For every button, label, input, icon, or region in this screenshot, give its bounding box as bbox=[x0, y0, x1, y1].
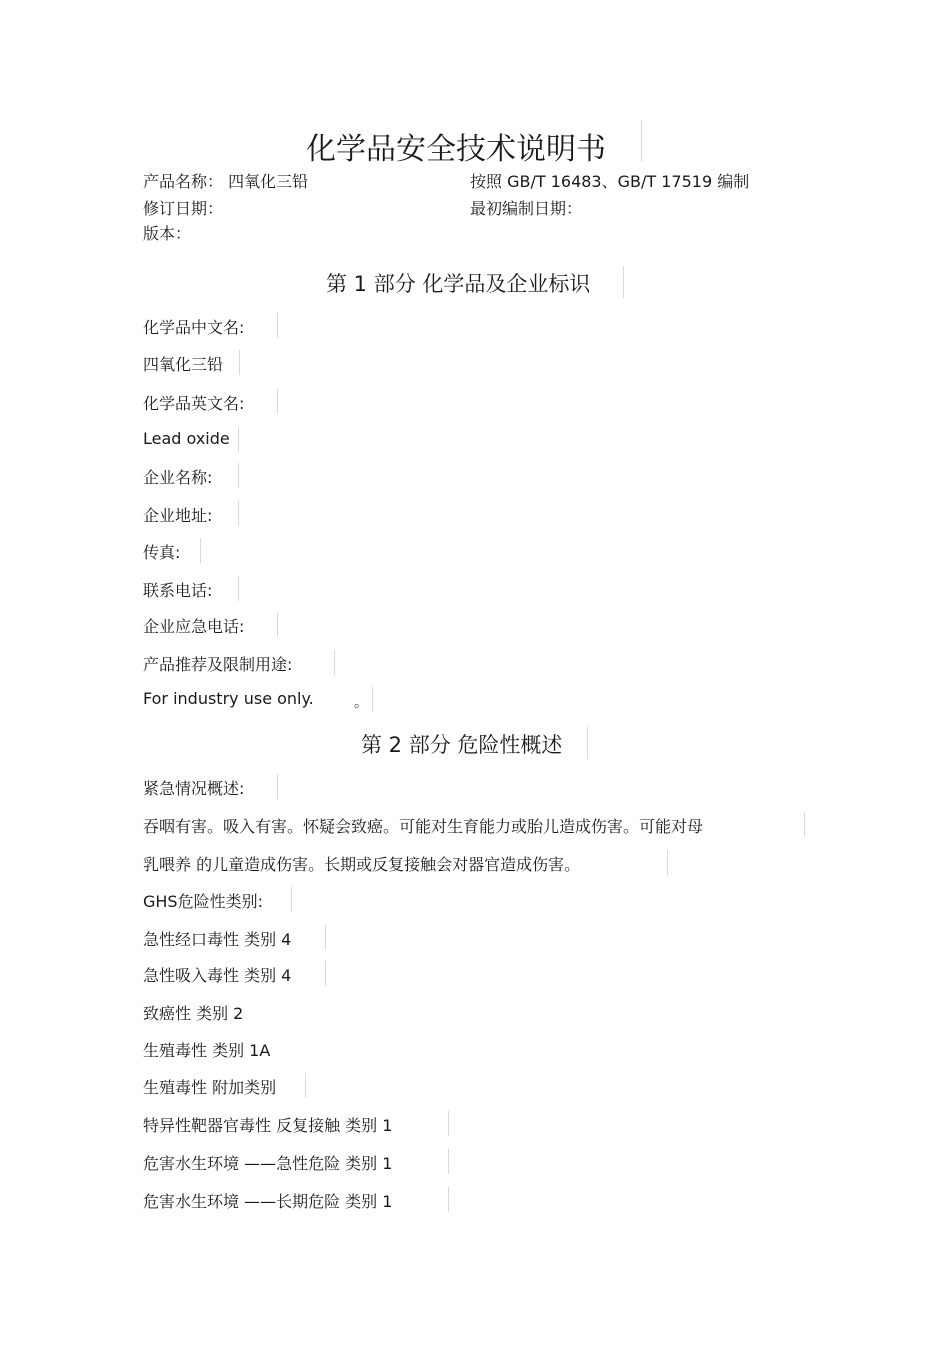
text-cursor-bar bbox=[277, 313, 278, 338]
text-cursor-bar bbox=[238, 576, 239, 601]
company-name-label: 企业名称: bbox=[143, 468, 213, 487]
ghs-item: 致癌性 类别 2 bbox=[143, 1004, 244, 1023]
text-cursor-bar bbox=[238, 501, 239, 526]
chinese-name-label: 化学品中文名: bbox=[143, 318, 245, 337]
ghs-item: 危害水生环境 ——急性危险 类别 1 bbox=[143, 1154, 393, 1173]
text-cursor-bar bbox=[238, 463, 239, 488]
recommended-use-label: 产品推荐及限制用途: bbox=[143, 655, 293, 674]
standard-reference: 按照 GB/T 16483、GB/T 17519 编制 bbox=[470, 172, 750, 191]
text-cursor-bar bbox=[372, 687, 373, 712]
text-cursor-bar bbox=[239, 350, 240, 375]
document-title: 化学品安全技术说明书 bbox=[306, 132, 606, 167]
text-cursor-bar bbox=[804, 812, 805, 837]
emergency-overview-label: 紧急情况概述: bbox=[143, 779, 245, 798]
overview-text-line2: 乳喂养 的儿童造成伤害。长期或反复接触会对器官造成伤害。 bbox=[143, 855, 581, 874]
text-cursor-bar bbox=[641, 120, 642, 162]
english-name-value: Lead oxide bbox=[143, 429, 230, 448]
ghs-item: 急性经口毒性 类别 4 bbox=[143, 930, 292, 949]
ghs-category-label: GHS危险性类别: bbox=[143, 892, 263, 911]
text-cursor-bar bbox=[277, 389, 278, 414]
ghs-item: 急性吸入毒性 类别 4 bbox=[143, 966, 292, 985]
text-cursor-bar bbox=[325, 961, 326, 986]
section1-heading: 第 1 部分 化学品及企业标识 bbox=[326, 272, 591, 296]
text-cursor-bar bbox=[587, 727, 588, 759]
text-cursor-bar bbox=[448, 1187, 449, 1212]
version-label: 版本： bbox=[143, 224, 192, 243]
text-cursor-bar bbox=[334, 650, 335, 675]
fax-label: 传真: bbox=[143, 543, 181, 562]
ghs-item: 生殖毒性 附加类别 bbox=[143, 1078, 277, 1097]
overview-text-line1: 吞咽有害。吸入有害。怀疑会致癌。可能对生育能力或胎儿造成伤害。可能对母 bbox=[143, 817, 704, 836]
ghs-item: 特异性靶器官毒性 反复接触 类别 1 bbox=[143, 1116, 393, 1135]
text-cursor-bar bbox=[291, 887, 292, 912]
recommended-use-value: For industry use only. bbox=[143, 689, 314, 708]
text-cursor-bar bbox=[200, 538, 201, 563]
text-cursor-bar bbox=[305, 1073, 306, 1098]
text-cursor-bar bbox=[277, 612, 278, 637]
product-name-label: 产品名称： 四氧化三铅 bbox=[143, 172, 309, 191]
period-mark: 。 bbox=[354, 695, 368, 711]
ghs-item: 生殖毒性 类别 1A bbox=[143, 1041, 271, 1060]
chinese-name-value: 四氧化三铅 bbox=[143, 355, 224, 374]
text-cursor-bar bbox=[277, 774, 278, 799]
ghs-item: 危害水生环境 ——长期危险 类别 1 bbox=[143, 1192, 393, 1211]
company-address-label: 企业地址: bbox=[143, 506, 213, 525]
text-cursor-bar bbox=[667, 850, 668, 875]
emergency-phone-label: 企业应急电话: bbox=[143, 617, 245, 636]
section2-heading: 第 2 部分 危险性概述 bbox=[361, 733, 563, 757]
text-cursor-bar bbox=[623, 266, 624, 298]
text-cursor-bar bbox=[448, 1111, 449, 1136]
phone-label: 联系电话: bbox=[143, 581, 213, 600]
first-date-label: 最初编制日期： bbox=[470, 199, 583, 218]
text-cursor-bar bbox=[325, 925, 326, 950]
text-cursor-bar bbox=[448, 1149, 449, 1174]
revision-date-label: 修订日期： bbox=[143, 199, 224, 218]
english-name-label: 化学品英文名: bbox=[143, 394, 245, 413]
text-cursor-bar bbox=[238, 427, 239, 452]
